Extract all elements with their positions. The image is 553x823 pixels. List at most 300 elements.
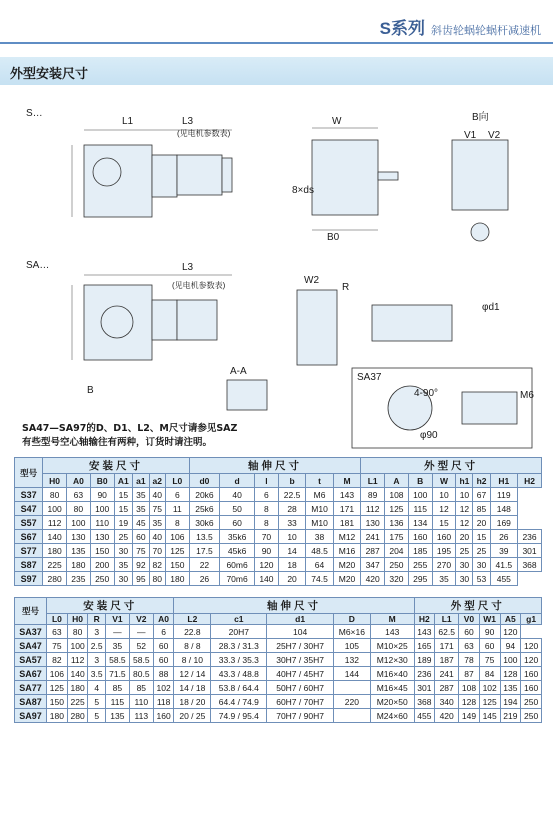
value-cell: 22.5 [278,488,305,502]
value-cell: 15 [114,488,133,502]
value-cell: 38 [306,530,333,544]
value-cell: 8 [255,502,279,516]
label-b0: B0 [327,232,340,243]
table-row [15,488,542,502]
value-cell: 19 [114,516,133,530]
value-cell: 420 [361,572,385,586]
value-cell: — [129,625,153,639]
column-header: V1 [105,614,129,625]
column-header: W1 [479,614,500,625]
label-v2: V2 [488,130,501,141]
value-cell: 30k6 [189,516,219,530]
value-cell: 110 [90,516,114,530]
value-cell: 140 [67,667,88,681]
value-cell: 8 / 10 [174,653,211,667]
value-cell: 11 [165,502,189,516]
value-cell: 26 [189,572,219,586]
value-cell: 160 [153,709,174,723]
value-cell: 90 [255,544,279,558]
value-cell: M10 [306,516,333,530]
model-cell: SA67 [15,667,47,681]
column-header: L0 [165,474,189,488]
value-cell: 10 [432,488,456,502]
value-cell: 187 [435,653,459,667]
value-cell: M6 [306,488,333,502]
label-dia: φ90 [420,430,438,441]
model-cell: S67 [15,530,43,544]
value-cell: 235 [67,572,91,586]
value-cell: 120 [521,639,542,653]
value-cell: 136 [385,516,409,530]
value-cell: 200 [90,558,114,572]
value-cell: 18 / 20 [174,695,211,709]
value-cell: 80 [43,488,67,502]
t2-model-header: 型号 [15,598,47,625]
column-header: M [333,474,360,488]
value-cell: 90 [479,625,500,639]
value-cell: 225 [43,558,67,572]
table-row [15,572,542,586]
label-w2: W2 [304,275,319,286]
value-cell: 180 [47,709,68,723]
value-cell: M20 [333,572,360,586]
value-cell: 115 [105,695,129,709]
value-cell: 88 [153,667,174,681]
value-cell: 45 [133,516,149,530]
value-cell: 58.5 [129,653,153,667]
column-header: H1 [490,474,517,488]
value-cell: 255 [408,558,432,572]
value-cell: 92 [133,558,149,572]
value-cell: 40 [149,530,165,544]
value-cell: 241 [361,530,385,544]
value-cell: 125 [47,681,68,695]
column-header: B [408,474,432,488]
label-b: B [87,385,94,396]
label-sa37: SA37 [357,372,382,383]
value-cell: 15 [432,516,456,530]
t1-group-shaft: 轴伸尺寸 [189,458,361,474]
value-cell: 18 [278,558,305,572]
value-cell: 287 [435,681,459,695]
column-header: A5 [500,614,521,625]
value-cell: 150 [90,544,114,558]
value-cell: 20 [473,516,490,530]
value-cell: 171 [333,502,360,516]
value-cell: 130 [67,530,91,544]
label-l1: L1 [122,116,134,127]
table-row [15,709,542,723]
value-cell: 165 [414,639,435,653]
value-cell: 120 [521,653,542,667]
value-cell: 145 [479,709,500,723]
value-cell: 45k6 [220,544,255,558]
column-header: A [385,474,409,488]
column-header: V0 [459,614,480,625]
value-cell: 62.5 [435,625,459,639]
s-adapter [152,155,177,197]
value-cell: 80 [67,625,88,639]
label-bolts: 8×ds [292,185,314,196]
value-cell: 60H7 / 70H7 [267,695,333,709]
value-cell: 94 [500,639,521,653]
value-cell: 100 [500,653,521,667]
value-cell: 160 [408,530,432,544]
value-cell: 60 [220,516,255,530]
label-s: S… [26,108,43,119]
value-cell: 150 [165,558,189,572]
value-cell: 30 [473,558,490,572]
value-cell: 100 [408,488,432,502]
value-cell: 106 [165,530,189,544]
sa-front-body [297,290,337,365]
value-cell: 347 [361,558,385,572]
table-row [15,639,542,653]
value-cell: 12 / 14 [174,667,211,681]
value-cell: 181 [333,516,360,530]
value-cell: 250 [521,709,542,723]
value-cell: 15 [473,530,490,544]
value-cell: 106 [47,667,68,681]
value-cell: 80.5 [129,667,153,681]
value-cell: 64 [306,558,333,572]
value-cell: 60m6 [220,558,255,572]
value-cell: 125 [479,695,500,709]
section-title: 外型安装尺寸 [10,67,89,82]
model-cell: SA77 [15,681,47,695]
table-sa-series [14,597,542,723]
value-cell: 14 / 18 [174,681,211,695]
value-cell: 30 [114,572,133,586]
value-cell: 26 [490,530,517,544]
value-cell: 160 [521,667,542,681]
value-cell: 30H7 / 35H7 [267,653,333,667]
value-cell: 8 / 8 [174,639,211,653]
table-row [15,695,542,709]
value-cell: 25 [473,544,490,558]
value-cell: 105 [333,639,370,653]
value-cell: 30 [114,544,133,558]
value-cell: 135 [500,681,521,695]
value-cell: 5 [88,695,105,709]
value-cell: 35k6 [220,530,255,544]
section-bar [0,57,553,85]
value-cell: 180 [67,681,88,695]
value-cell: 144 [333,667,370,681]
value-cell: 63 [67,488,91,502]
value-cell: 280 [43,572,67,586]
column-header: L2 [174,614,211,625]
value-cell: 112 [67,653,88,667]
value-cell: 6 [255,488,279,502]
value-cell: 180 [43,544,67,558]
b-view-shaft [471,223,489,241]
value-cell: 6 [153,625,174,639]
value-cell: 50 [220,502,255,516]
value-cell: 169 [490,516,517,530]
value-cell: 455 [490,572,517,586]
value-cell: 194 [500,695,521,709]
column-header: H2 [518,474,542,488]
note-1: SA47—SA97的D、D1、L2、M尺寸请参见SAZ [22,423,238,434]
value-cell: 250 [90,572,114,586]
value-cell: 112 [361,502,385,516]
value-cell: 10 [278,530,305,544]
value-cell: 125 [165,544,189,558]
value-cell: 22 [189,558,219,572]
value-cell: 84 [479,667,500,681]
value-cell: 85 [473,502,490,516]
table-row [15,653,542,667]
value-cell: 30 [456,572,473,586]
value-cell: 100 [43,502,67,516]
column-header: A1 [114,474,133,488]
value-cell: 120 [255,558,279,572]
value-cell: 130 [90,530,114,544]
value-cell: 132 [333,653,370,667]
column-header: t [306,474,333,488]
value-cell: 25 [114,530,133,544]
value-cell: 270 [432,558,456,572]
value-cell: 85 [105,681,129,695]
value-cell: 130 [361,516,385,530]
table-s-series [14,457,542,586]
value-cell: 301 [414,681,435,695]
value-cell: 102 [153,681,174,695]
drawing-svg [12,100,542,450]
model-cell: S77 [15,544,43,558]
value-cell: 160 [521,681,542,695]
value-cell: 104 [267,625,333,639]
value-cell: 35 [114,558,133,572]
value-cell: 80 [67,502,91,516]
value-cell: 60 [153,639,174,653]
value-cell: 250 [385,558,409,572]
value-cell: 63 [459,639,480,653]
model-cell: S57 [15,516,43,530]
value-cell: 180 [67,558,91,572]
value-cell: 118 [153,695,174,709]
label-l3: L3 [182,116,194,127]
value-cell: 236 [414,667,435,681]
column-header: g1 [521,614,542,625]
sa-motor [177,300,217,340]
value-cell: 74.5 [306,572,333,586]
value-cell: 8 [255,516,279,530]
s-fan [222,158,232,192]
value-cell: 112 [43,516,67,530]
column-header: M [370,614,414,625]
value-cell: 140 [43,530,67,544]
value-cell: 12 [456,502,473,516]
table-row [15,667,542,681]
value-cell: 250 [521,695,542,709]
table-row [15,625,542,639]
value-cell: 20 [456,530,473,544]
t2-group-shaft: 轴伸尺寸 [174,598,414,614]
aa-section [227,380,267,410]
value-cell: 20H7 [211,625,267,639]
column-header: L1 [435,614,459,625]
column-header: H0 [67,614,88,625]
value-cell: 70H7 / 90H7 [267,709,333,723]
table-row [15,558,542,572]
sa37-section [462,392,517,424]
value-cell: 60 [133,530,149,544]
value-cell: 70 [255,530,279,544]
value-cell: 63 [47,625,68,639]
value-cell: 241 [435,667,459,681]
value-cell: 15 [114,502,133,516]
s-flange [93,158,121,186]
value-cell: 35 [432,572,456,586]
value-cell: 35 [133,502,149,516]
label-b-view: B向 [472,112,489,123]
column-header: B0 [90,474,114,488]
value-cell: 40H7 / 45H7 [267,667,333,681]
value-cell: M12 [333,530,360,544]
value-cell: 22.8 [174,625,211,639]
value-cell: 295 [408,572,432,586]
column-header: h1 [456,474,473,488]
value-cell: 301 [518,544,542,558]
value-cell: 25H7 / 30H7 [267,639,333,653]
value-cell: 3 [88,625,105,639]
model-cell: SA37 [15,625,47,639]
value-cell: 35 [149,516,165,530]
value-cell: 125 [385,502,409,516]
s-front-body [312,140,378,215]
value-cell: 219 [500,709,521,723]
column-header: W [432,474,456,488]
label-aa: A-A [230,366,247,377]
value-cell: 28.3 / 31.3 [211,639,267,653]
value-cell: 14 [278,544,305,558]
value-cell: 58.5 [105,653,129,667]
value-cell: 368 [518,558,542,572]
t1-group-outline: 外型尺寸 [361,458,542,474]
value-cell: 6 [165,488,189,502]
value-cell: 204 [385,544,409,558]
value-cell: 5 [88,709,105,723]
model-cell: S97 [15,572,43,586]
technical-drawings [12,100,542,450]
value-cell: 41.5 [490,558,517,572]
value-cell: 75 [479,653,500,667]
value-cell: 220 [333,695,370,709]
value-cell: 287 [361,544,385,558]
value-cell: 25k6 [189,502,219,516]
model-cell: SA47 [15,639,47,653]
table-row [15,530,542,544]
value-cell: 340 [435,695,459,709]
value-cell: 120 [500,625,521,639]
table-row [15,516,542,530]
s-motor [177,155,222,195]
value-cell: 60 [479,639,500,653]
label-angle: 4-90° [414,388,439,399]
value-cell: 225 [67,695,88,709]
value-cell: 140 [255,572,279,586]
value-cell: 17.5 [189,544,219,558]
value-cell: 119 [490,488,517,502]
column-header: c1 [211,614,267,625]
value-cell: M16 [333,544,360,558]
value-cell: 149 [459,709,480,723]
value-cell: 100 [67,639,88,653]
value-cell: 40 [149,488,165,502]
value-cell: 89 [361,488,385,502]
value-cell [333,709,370,723]
value-cell: M10×25 [370,639,414,653]
value-cell: 82 [149,558,165,572]
label-motor-ref: (见电机参数表) [177,129,231,138]
value-cell: 108 [459,681,480,695]
column-header: H0 [43,474,67,488]
value-cell: 135 [67,544,91,558]
value-cell: 185 [408,544,432,558]
label-l3-sa: L3 [182,262,194,273]
column-header: A0 [153,614,174,625]
value-cell: 60 [459,625,480,639]
sa-adapter [152,300,177,340]
value-cell: 85 [129,681,153,695]
column-header: D [333,614,370,625]
s-front-shaft [378,172,398,180]
value-cell: 80 [149,572,165,586]
value-cell: 64.4 / 74.9 [211,695,267,709]
value-cell: 20k6 [189,488,219,502]
value-cell: 3 [88,653,105,667]
label-m6: M6 [520,390,534,401]
value-cell: 12 [456,516,473,530]
value-cell: 128 [459,695,480,709]
model-cell: S37 [15,488,43,502]
column-header: A0 [67,474,91,488]
value-cell: 368 [414,695,435,709]
value-cell: 67 [473,488,490,502]
value-cell: 108 [385,488,409,502]
value-cell: M20×50 [370,695,414,709]
column-header: V2 [129,614,153,625]
value-cell: 180 [165,572,189,586]
table-row [15,502,542,516]
value-cell: 87 [459,667,480,681]
value-cell: M12×30 [370,653,414,667]
value-cell: 236 [518,530,542,544]
value-cell: M20 [333,558,360,572]
value-cell: 33.3 / 35.3 [211,653,267,667]
value-cell: 53.8 / 64.4 [211,681,267,695]
value-cell: 70m6 [220,572,255,586]
value-cell: 71.5 [105,667,129,681]
value-cell: M6×16 [333,625,370,639]
value-cell: 160 [432,530,456,544]
value-cell: 420 [435,709,459,723]
column-header: L1 [361,474,385,488]
value-cell: M16×40 [370,667,414,681]
value-cell: 115 [408,502,432,516]
column-header: d1 [267,614,333,625]
value-cell: 4 [88,681,105,695]
value-cell: 148 [490,502,517,516]
label-sa: SA… [26,260,50,271]
column-header: a1 [133,474,149,488]
value-cell: 35 [105,639,129,653]
value-cell: 35 [133,488,149,502]
value-cell: 53 [473,572,490,586]
value-cell: 189 [414,653,435,667]
